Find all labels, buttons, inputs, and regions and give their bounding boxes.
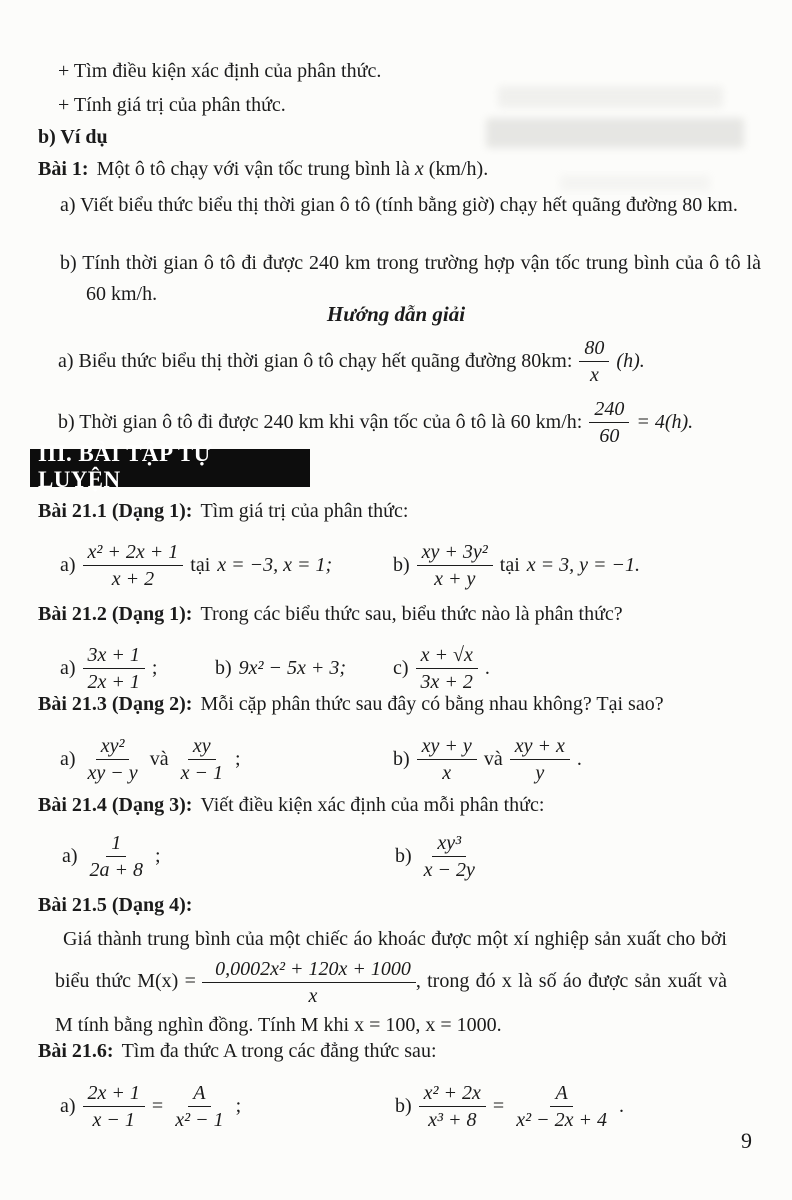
condition: x = 3, y = −1.: [526, 553, 641, 576]
item-marker: b): [215, 656, 232, 679]
exercise-text: Trong các biểu thức sau, biểu thức nào là phân thức?: [200, 603, 623, 625]
item-marker: a): [60, 1094, 76, 1117]
exercise-21-1-items: [0, 527, 792, 603]
bai-1-label: Bài 1:: [38, 158, 89, 180]
fraction-numerator: x² + 2x: [419, 1081, 486, 1107]
bai-1-item-a: a) Viết biểu thức biểu thị thời gian ô tô (tính bằng giờ) chạy hết quãng đường 80 km.: [60, 194, 738, 216]
bai-1-variable: x: [414, 158, 424, 180]
item-marker: c): [393, 656, 409, 679]
fraction: [417, 540, 493, 591]
expression: 9x² − 5x + 3;: [238, 656, 347, 679]
solution-a-text: a) Biểu thức biểu thị thời gian ô tô chạy hết quãng đường 80km:: [58, 349, 573, 372]
punctuation: ;: [235, 1094, 242, 1117]
fraction-denominator: x − 1: [92, 1108, 135, 1131]
item-marker: a): [62, 844, 78, 867]
fraction-numerator: xy + 3y²: [417, 540, 493, 566]
fraction-numerator: 1: [106, 831, 126, 857]
fraction-numerator: 240: [589, 397, 629, 423]
item-b: [395, 820, 480, 892]
exercise-21-4-items: [0, 820, 792, 892]
bai-1-statement: [38, 158, 488, 181]
section-banner: III. BÀI TẬP TỰ LUYỆN: [30, 449, 310, 487]
exercise-21-4-title: [38, 794, 544, 817]
fraction: [579, 336, 609, 387]
exercise-21-3-title: [38, 693, 664, 716]
punctuation: .: [484, 656, 490, 679]
equals-sign: =: [151, 1094, 164, 1117]
example-heading: b) Ví dụ: [38, 126, 108, 148]
fraction-denominator: 2x + 1: [87, 670, 140, 693]
item-b: [393, 527, 640, 603]
bai-1-item-b: b) Tính thời gian ô tô đi được 240 km trong trường hợp vận tốc trung bình của ô tô là 60 km/h.: [60, 252, 761, 305]
fraction: [85, 831, 149, 882]
item-marker: b): [393, 553, 410, 576]
fraction: [416, 643, 478, 694]
join-word: và: [483, 747, 503, 770]
tai-label: tại: [499, 553, 520, 576]
fraction: [589, 397, 629, 448]
fraction-numerator: 0,0002x² + 120x + 1000: [202, 957, 416, 983]
item-a: [60, 527, 332, 603]
item-a: [60, 719, 241, 799]
exercise-text: Tìm đa thức A trong các đẳng thức sau:: [121, 1040, 437, 1062]
fraction-numerator: 2x + 1: [83, 1081, 145, 1107]
intro-bullet-1: + Tìm điều kiện xác định của phân thức.: [58, 60, 382, 82]
exercise-label: Bài 21.1 (Dạng 1):: [38, 500, 193, 522]
solution-a-tail: (h).: [616, 349, 645, 372]
exercise-21-2-title: [38, 603, 623, 626]
exercise-text: Giá thành trung bình của một chiếc áo khoác được một xí nghiệp sản xuất cho bởi biểu thức M(x) =: [55, 928, 727, 993]
join-word: và: [149, 747, 169, 770]
solution-b-text: b) Thời gian ô tô đi được 240 km khi vận tốc của ô tô là 60 km/h:: [58, 410, 583, 433]
item-marker: b): [393, 747, 410, 770]
fraction: [511, 1081, 612, 1132]
exercise-text: , trong đó x là số áo được sản xuất và M tính bằng nghìn đồng. Tính M khi x = 100, x = 1000.: [55, 970, 728, 1036]
fraction-numerator: x + √x: [416, 643, 478, 669]
intro-bullet-2: + Tính giá trị của phân thức.: [58, 94, 286, 116]
bai-1-text: Một ô tô chạy với vận tốc trung bình là: [96, 158, 410, 180]
item-marker: b): [395, 1094, 412, 1117]
solution-b-tail: = 4(h).: [636, 410, 694, 433]
fraction-denominator: y: [535, 761, 545, 784]
fraction: [510, 734, 570, 785]
punctuation: .: [618, 1094, 624, 1117]
punctuation: ;: [234, 747, 241, 770]
punctuation: ;: [151, 656, 158, 679]
fraction: [419, 831, 480, 882]
fraction-numerator: A: [188, 1081, 210, 1107]
punctuation: ;: [155, 844, 161, 867]
exercise-text: Tìm giá trị của phân thức:: [200, 500, 409, 522]
fraction-numerator: 80: [579, 336, 609, 362]
item-a: [60, 1064, 241, 1148]
exercise-21-6-title: [38, 1040, 437, 1063]
page-number: 9: [741, 1128, 752, 1153]
fraction-denominator: xy − y: [87, 761, 138, 784]
bai-1-tail: (km/h).: [428, 158, 489, 180]
fraction: [176, 734, 228, 785]
solution-a: [58, 330, 645, 392]
fraction-denominator: x: [308, 985, 318, 1007]
fraction-numerator: xy: [188, 734, 216, 760]
solution-heading: Hướng dẫn giải: [326, 302, 466, 326]
fraction-numerator: 3x + 1: [83, 643, 145, 669]
fraction-denominator: x + y: [434, 567, 476, 590]
exercise-label: Bài 21.4 (Dạng 3):: [38, 794, 193, 816]
tai-label: tại: [190, 553, 211, 576]
item-marker: b): [395, 844, 412, 867]
item-marker: a): [60, 747, 76, 770]
fraction-denominator: x: [589, 363, 599, 386]
exercise-21-1-title: [38, 500, 408, 523]
fraction: [83, 1081, 145, 1132]
fraction-denominator: x³ + 8: [428, 1108, 477, 1131]
fraction-denominator: x − 1: [180, 761, 223, 784]
condition: x = −3, x = 1;: [217, 553, 333, 576]
item-b: [393, 719, 582, 799]
exercise-21-6-items: [0, 1064, 792, 1148]
item-b: [395, 1064, 624, 1148]
item-marker: a): [60, 553, 76, 576]
fraction-numerator: xy³: [432, 831, 466, 857]
fraction: [170, 1081, 228, 1132]
fraction-numerator: xy + y: [417, 734, 477, 760]
fraction-numerator: xy²: [96, 734, 130, 760]
scan-artifact: [560, 175, 710, 191]
fraction: [83, 643, 145, 694]
fraction-numerator: xy + x: [510, 734, 570, 760]
exercise-21-3-items: [0, 719, 792, 799]
fraction-denominator: x + 2: [111, 567, 155, 590]
fraction: [417, 734, 477, 785]
fraction-numerator: x² + 2x + 1: [83, 540, 184, 566]
fraction: [419, 1081, 486, 1132]
fraction-denominator: x − 2y: [423, 858, 475, 881]
fraction: [83, 540, 184, 591]
fraction-denominator: x² − 1: [175, 1108, 224, 1131]
fraction-denominator: 3x + 2: [420, 670, 473, 693]
fraction-numerator: A: [550, 1081, 572, 1107]
fraction-denominator: x² − 2x + 4: [516, 1108, 607, 1131]
fraction-denominator: 60: [599, 424, 620, 447]
exercise-21-5-title: Bài 21.5 (Dạng 4):: [38, 894, 193, 916]
exercise-label: Bài 21.2 (Dạng 1):: [38, 603, 193, 625]
fraction-denominator: x: [442, 761, 452, 784]
exercise-label: Bài 21.3 (Dạng 2):: [38, 693, 193, 715]
punctuation: .: [576, 747, 582, 770]
item-a: [62, 820, 161, 892]
item-marker: a): [60, 656, 76, 679]
equals-sign: =: [492, 1094, 505, 1117]
fraction: [83, 734, 143, 785]
exercise-text: Viết điều kiện xác định của mỗi phân thức:: [200, 794, 545, 816]
scan-artifact: [486, 118, 744, 148]
exercise-21-5-body: [55, 922, 727, 1043]
scan-artifact: [498, 86, 723, 108]
exercise-label: Bài 21.6:: [38, 1040, 114, 1062]
fraction-denominator: 2a + 8: [89, 858, 144, 881]
fraction: [202, 957, 416, 1008]
exercise-text: Mỗi cặp phân thức sau đây có bằng nhau không? Tại sao?: [200, 693, 664, 715]
